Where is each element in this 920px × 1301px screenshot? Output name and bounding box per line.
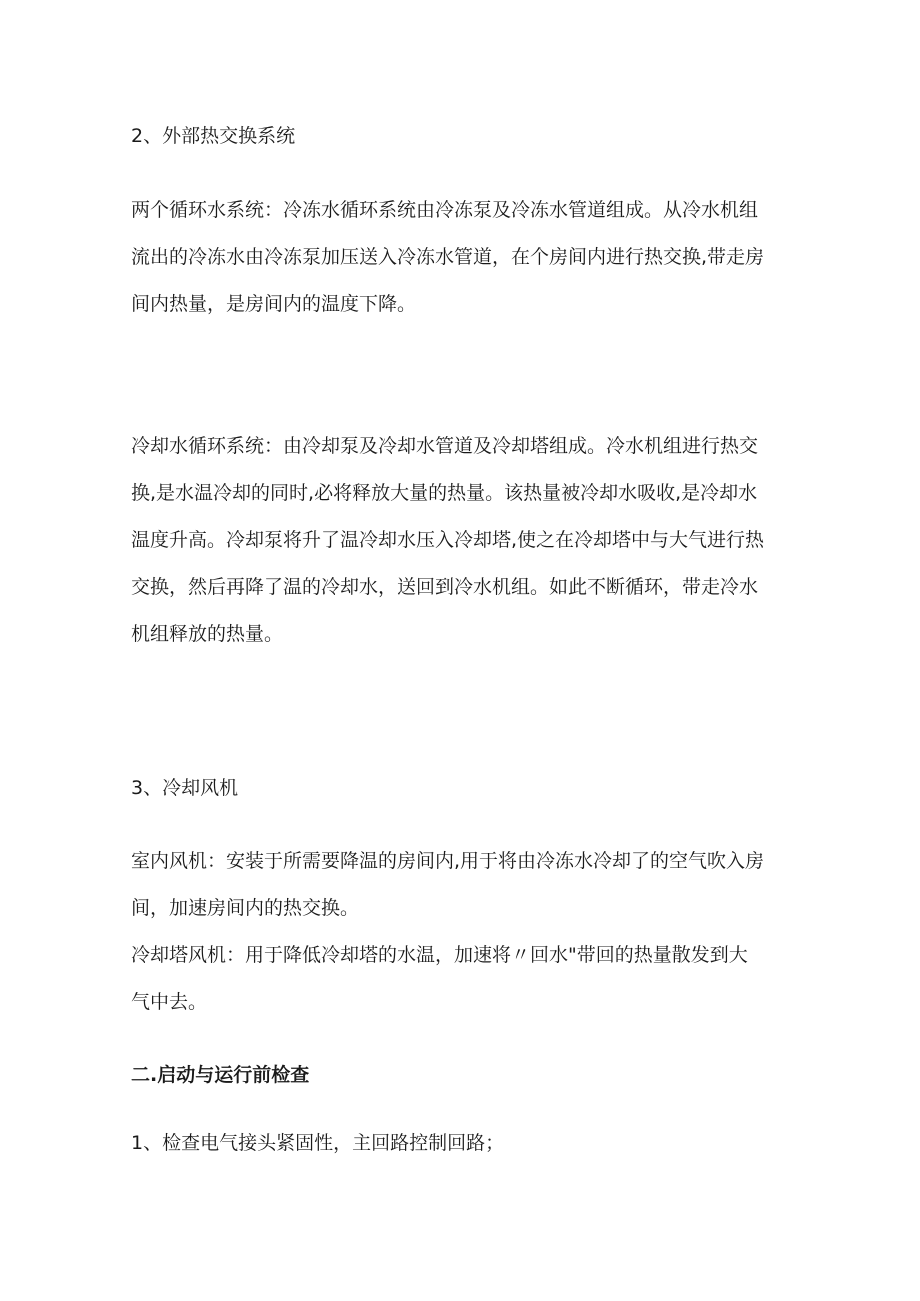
list-item-text: 1、检查电气接头紧固性，主回路控制回路； [131,1132,505,1154]
heading-text: 2、外部热交换系统 [131,125,296,147]
paragraph-line: 冷却水循环系统：由冷却泵及冷却水管道及冷却塔组成。冷水机组进行热交 [131,435,759,457]
paragraph-line: 流出的冷冻水由冷冻泵加压送入冷冻水管道，在个房间内进行热交换,带走房 [131,246,765,268]
paragraph-chilled-water-system [131,187,801,328]
section-heading-external-heat-exchange [131,113,801,160]
paragraph-cooling-tower-fan [131,932,801,1026]
paragraph-cooling-water-system [131,423,801,658]
paragraph-line: 室内风机：安装于所需要降温的房间内,用于将由冷冻水冷却了的空气吹入房 [131,850,765,872]
part-heading-startup-checks [131,1052,801,1099]
paragraph-line: 气中去。 [131,991,208,1013]
paragraph-line: 两个循环水系统：冷冻水循环系统由冷冻泵及冷冻水管道组成。从冷水机组 [131,199,759,221]
check-item-electrical [131,1120,801,1167]
heading-text: 二.启动与运行前检查 [131,1064,310,1086]
paragraph-line: 交换，然后再降了温的冷却水，送回到冷水机组。如此不断循环，带走冷水 [131,576,759,598]
paragraph-line: 间内热量，是房间内的温度下降。 [131,293,417,315]
section-heading-cooling-fan [131,765,801,812]
paragraph-indoor-fan [131,838,801,932]
paragraph-line: 间，加速房间内的热交换。 [131,897,360,919]
paragraph-line: 换,是水温冷却的同时,必将释放大量的热量。该热量被冷却水吸收,是冷却水 [131,482,758,504]
paragraph-line: 机组释放的热量。 [131,623,284,645]
paragraph-line: 冷却塔风机：用于降低冷却塔的水温，加速将〃回水"带回的热量散发到大 [131,944,748,966]
heading-text: 3、冷却风机 [131,777,239,799]
paragraph-line: 温度升高。冷却泵将升了温冷却水压入冷却塔,使之在冷却塔中与大气进行热 [131,529,765,551]
